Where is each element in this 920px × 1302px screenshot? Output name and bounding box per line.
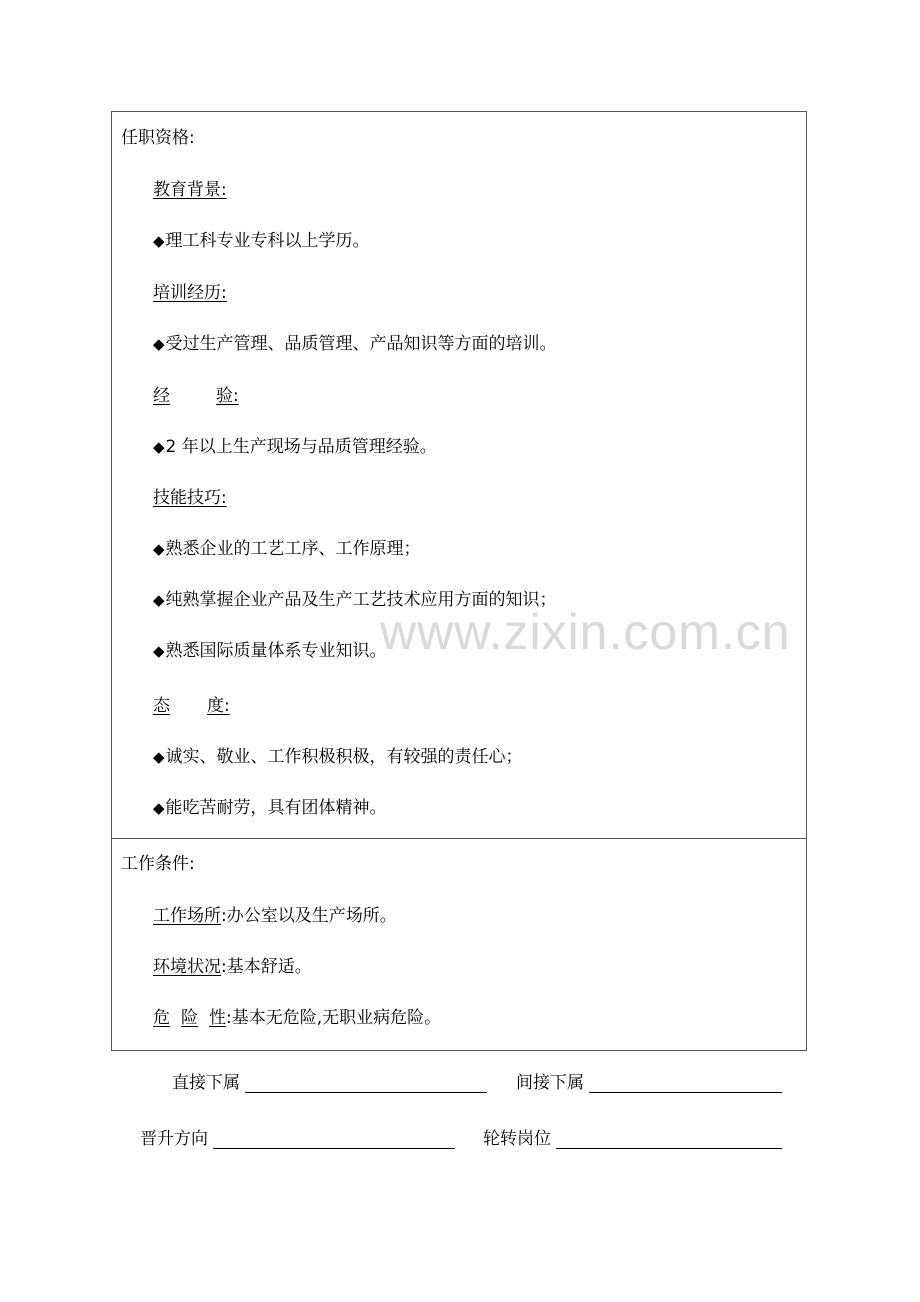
- training-item: ◆受过生产管理、品质管理、产品知识等方面的培训。: [153, 334, 557, 354]
- bullet-icon: ◆: [153, 748, 165, 766]
- promotion-direction-blank: [213, 1148, 455, 1149]
- environment-label: 环境状况: [153, 957, 221, 977]
- skills-item: ◆熟悉国际质量体系专业知识。: [153, 641, 387, 661]
- skills-item: ◆熟悉企业的工艺工序、工作原理；: [153, 539, 421, 559]
- indirect-subordinate-label: 间接下属: [516, 1073, 584, 1093]
- workplace-value: :办公室以及生产场所。: [221, 906, 397, 926]
- bullet-icon: ◆: [153, 232, 165, 250]
- bullet-icon: ◆: [153, 591, 165, 609]
- direct-subordinate-blank: [245, 1092, 487, 1093]
- rotation-position-label: 轮转岗位: [483, 1129, 551, 1149]
- qualifications-cell: [112, 112, 806, 838]
- skills-item: ◆纯熟掌握企业产品及生产工艺技术应用方面的知识；: [153, 590, 557, 610]
- bullet-icon: ◆: [153, 799, 165, 817]
- job-requirements-table: [111, 111, 807, 1051]
- workplace-row: [153, 906, 397, 926]
- indirect-subordinate-blank: [589, 1092, 782, 1093]
- attitude-item: ◆能吃苦耐劳，具有团体精神。: [153, 798, 387, 818]
- training-label: 培训经历:: [153, 283, 227, 303]
- experience-item: ◆2 年以上生产现场与品质管理经验。: [153, 437, 437, 457]
- direct-subordinate-label: 直接下属: [172, 1073, 240, 1093]
- conditions-cell: [112, 838, 806, 1050]
- bullet-icon: ◆: [153, 540, 165, 558]
- risk-label: 危 险 性: [153, 1008, 226, 1028]
- risk-value: :基本无危险,无职业病危险。: [226, 1008, 442, 1028]
- conditions-heading: 工作条件:: [121, 854, 195, 874]
- bullet-icon: ◆: [153, 335, 165, 353]
- watermark: www.zixin.com.cn: [380, 604, 791, 660]
- bullet-icon: ◆: [153, 642, 165, 660]
- experience-label: 经 验:: [153, 386, 239, 406]
- risk-row: [153, 1008, 441, 1028]
- education-item: ◆理工科专业专科以上学历。: [153, 231, 370, 251]
- environment-row: [153, 957, 312, 977]
- promotion-direction-label: 晋升方向: [140, 1129, 208, 1149]
- education-label: 教育背景:: [153, 180, 227, 200]
- attitude-item: ◆诚实、敬业、工作积极积极，有较强的责任心；: [153, 747, 523, 767]
- environment-value: :基本舒适。: [221, 957, 312, 977]
- bullet-icon: ◆: [153, 438, 165, 456]
- rotation-position-blank: [556, 1148, 782, 1149]
- qualifications-heading: 任职资格:: [121, 128, 195, 148]
- skills-label: 技能技巧:: [153, 488, 227, 508]
- attitude-label: 态 度:: [153, 696, 230, 716]
- workplace-label: 工作场所: [153, 906, 221, 926]
